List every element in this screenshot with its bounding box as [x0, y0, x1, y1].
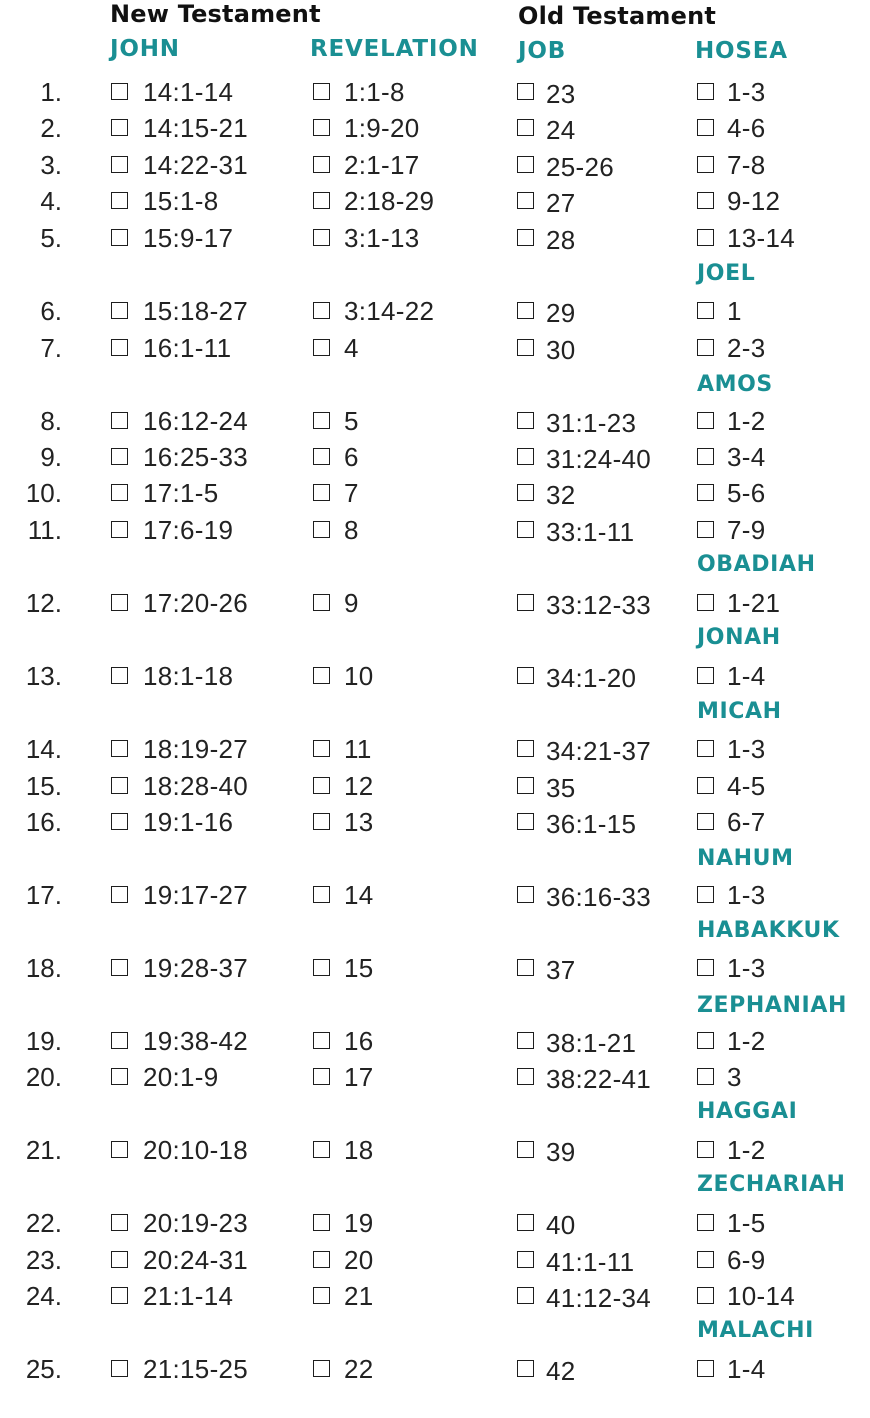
checkbox-ot[interactable]	[697, 448, 714, 465]
day-number: 10.	[25, 478, 62, 508]
reading-ot: 1-5	[727, 1208, 766, 1238]
checkbox-rev[interactable]	[313, 667, 330, 684]
day-number: 3.	[40, 150, 62, 180]
reading-ot: 1-2	[727, 1135, 766, 1165]
reading-rev: 3:14-22	[344, 296, 435, 326]
reading-rev: 11	[344, 734, 372, 764]
checkbox-john[interactable]	[111, 229, 128, 246]
day-number: 1.	[40, 77, 62, 107]
checkbox-rev[interactable]	[313, 1068, 330, 1085]
reading-ot: 1-2	[727, 406, 766, 436]
reading-job: 23	[546, 79, 576, 109]
reading-ot: 9-12	[727, 186, 781, 216]
reading-rev: 2:18-29	[344, 186, 435, 216]
day-number: 25.	[25, 1354, 62, 1384]
checkbox-john[interactable]	[111, 339, 128, 356]
reading-job: 41:1-11	[546, 1247, 635, 1277]
checkbox-job[interactable]	[517, 1287, 534, 1304]
reading-ot: 6-9	[727, 1245, 766, 1275]
reading-john: 16:1-11	[143, 333, 232, 363]
reading-john: 19:38-42	[143, 1026, 249, 1056]
day-number: 18.	[25, 953, 62, 983]
reading-rev: 13	[344, 807, 374, 837]
revelation-column-header: REVELATION	[310, 36, 479, 62]
checkbox-ot[interactable]	[697, 83, 714, 100]
checkbox-ot[interactable]	[697, 1214, 714, 1231]
reading-rev: 9	[344, 588, 359, 618]
reading-job: 31:1-23	[546, 408, 637, 438]
reading-ot: 3-4	[727, 442, 766, 472]
checkbox-john[interactable]	[111, 740, 128, 757]
checkbox-rev[interactable]	[313, 813, 330, 830]
reading-job: 25-26	[546, 152, 614, 182]
checkbox-ot[interactable]	[697, 740, 714, 757]
day-number: 17.	[25, 880, 62, 910]
reading-ot: 13-14	[727, 223, 795, 253]
checkbox-ot[interactable]	[697, 229, 714, 246]
reading-john: 19:17-27	[143, 880, 249, 910]
reading-john: 18:28-40	[143, 771, 249, 801]
reading-job: 38:22-41	[546, 1064, 652, 1094]
checkbox-job[interactable]	[517, 813, 534, 830]
reading-ot: 6-7	[727, 807, 766, 837]
reading-rev: 15	[344, 953, 374, 983]
book-heading: MICAH	[697, 699, 782, 724]
checkbox-ot[interactable]	[697, 1068, 714, 1085]
checkbox-job[interactable]	[517, 1068, 534, 1085]
reading-job: 37	[546, 955, 576, 985]
checkbox-rev[interactable]	[313, 339, 330, 356]
checkbox-ot[interactable]	[697, 959, 714, 976]
book-heading: JOEL	[697, 261, 756, 286]
checkbox-ot[interactable]	[697, 1032, 714, 1049]
reading-rev: 3:1-13	[344, 223, 420, 253]
reading-job: 31:24-40	[546, 444, 652, 474]
day-number: 20.	[25, 1062, 62, 1092]
reading-rev: 20	[344, 1245, 374, 1275]
day-number: 15.	[25, 771, 62, 801]
reading-rev: 16	[344, 1026, 374, 1056]
checkbox-rev[interactable]	[313, 412, 330, 429]
reading-job: 39	[546, 1137, 576, 1167]
reading-john: 21:15-25	[143, 1354, 249, 1384]
new-testament-title: New Testament	[110, 0, 321, 28]
checkbox-ot[interactable]	[697, 484, 714, 501]
day-number: 16.	[25, 807, 62, 837]
book-heading: NAHUM	[697, 846, 794, 871]
checkbox-rev[interactable]	[313, 1251, 330, 1268]
checkbox-john[interactable]	[111, 667, 128, 684]
checkbox-job[interactable]	[517, 594, 534, 611]
reading-ot: 4-6	[727, 113, 766, 143]
checkbox-job[interactable]	[517, 448, 534, 465]
reading-john: 15:18-27	[143, 296, 249, 326]
reading-rev: 12	[344, 771, 374, 801]
book-heading: JONAH	[697, 625, 781, 650]
checkbox-ot[interactable]	[697, 667, 714, 684]
reading-job: 36:16-33	[546, 882, 652, 912]
reading-job: 36:1-15	[546, 809, 637, 839]
day-number: 4.	[40, 186, 62, 216]
checkbox-job[interactable]	[517, 119, 534, 136]
checkbox-job[interactable]	[517, 1360, 534, 1377]
reading-job: 33:1-11	[546, 517, 635, 547]
checkbox-john[interactable]	[111, 813, 128, 830]
checkbox-ot[interactable]	[697, 777, 714, 794]
reading-john: 19:28-37	[143, 953, 249, 983]
checkbox-rev[interactable]	[313, 959, 330, 976]
checkbox-ot[interactable]	[697, 521, 714, 538]
checkbox-john[interactable]	[111, 156, 128, 173]
day-number: 11.	[27, 515, 62, 545]
checkbox-job[interactable]	[517, 1032, 534, 1049]
checkbox-rev[interactable]	[313, 156, 330, 173]
checkbox-john[interactable]	[111, 192, 128, 209]
checkbox-john[interactable]	[111, 777, 128, 794]
reading-job: 30	[546, 335, 576, 365]
day-number: 12.	[25, 588, 62, 618]
checkbox-job[interactable]	[517, 959, 534, 976]
checkbox-rev[interactable]	[313, 1287, 330, 1304]
reading-john: 20:19-23	[143, 1208, 249, 1238]
checkbox-rev[interactable]	[313, 119, 330, 136]
reading-rev: 8	[344, 515, 359, 545]
reading-job: 35	[546, 773, 576, 803]
checkbox-john[interactable]	[111, 521, 128, 538]
checkbox-job[interactable]	[517, 339, 534, 356]
checkbox-rev[interactable]	[313, 448, 330, 465]
checkbox-john[interactable]	[111, 886, 128, 903]
reading-ot: 1-3	[727, 953, 766, 983]
day-number: 23.	[25, 1245, 62, 1275]
reading-ot: 1-3	[727, 77, 766, 107]
checkbox-rev[interactable]	[313, 1214, 330, 1231]
reading-rev: 5	[344, 406, 359, 436]
reading-ot: 1-3	[727, 734, 766, 764]
reading-john: 18:1-18	[143, 661, 234, 691]
reading-ot: 1-21	[727, 588, 781, 618]
checkbox-rev[interactable]	[313, 521, 330, 538]
reading-job: 29	[546, 298, 576, 328]
reading-rev: 6	[344, 442, 359, 472]
checkbox-ot[interactable]	[697, 813, 714, 830]
checkbox-job[interactable]	[517, 886, 534, 903]
day-number: 13.	[25, 661, 62, 691]
reading-rev: 1:9-20	[344, 113, 420, 143]
reading-john: 17:20-26	[143, 588, 249, 618]
checkbox-ot[interactable]	[697, 594, 714, 611]
reading-rev: 2:1-17	[344, 150, 420, 180]
reading-job: 28	[546, 225, 576, 255]
job-column-header: JOB	[518, 38, 567, 64]
checkbox-john[interactable]	[111, 1214, 128, 1231]
checkbox-ot[interactable]	[697, 302, 714, 319]
reading-job: 32	[546, 480, 576, 510]
checkbox-ot[interactable]	[697, 119, 714, 136]
reading-john: 15:1-8	[143, 186, 219, 216]
book-heading: ZECHARIAH	[697, 1172, 846, 1197]
day-number: 9.	[40, 442, 62, 472]
checkbox-job[interactable]	[517, 1214, 534, 1231]
book-heading: MALACHI	[697, 1318, 814, 1343]
checkbox-rev[interactable]	[313, 740, 330, 757]
reading-john: 16:12-24	[143, 406, 249, 436]
hosea-column-header: HOSEA	[695, 38, 788, 64]
reading-ot: 1-3	[727, 880, 766, 910]
checkbox-ot[interactable]	[697, 886, 714, 903]
checkbox-ot[interactable]	[697, 1287, 714, 1304]
book-heading: OBADIAH	[697, 552, 816, 577]
checkbox-john[interactable]	[111, 448, 128, 465]
checkbox-job[interactable]	[517, 484, 534, 501]
checkbox-ot[interactable]	[697, 1360, 714, 1377]
checkbox-john[interactable]	[111, 119, 128, 136]
checkbox-rev[interactable]	[313, 484, 330, 501]
reading-job: 34:21-37	[546, 736, 652, 766]
checkbox-ot[interactable]	[697, 1251, 714, 1268]
checkbox-job[interactable]	[517, 1141, 534, 1158]
checkbox-rev[interactable]	[313, 83, 330, 100]
reading-ot: 5-6	[727, 478, 766, 508]
checkbox-ot[interactable]	[697, 156, 714, 173]
reading-ot: 1-2	[727, 1026, 766, 1056]
checkbox-job[interactable]	[517, 667, 534, 684]
reading-job: 24	[546, 115, 576, 145]
checkbox-job[interactable]	[517, 156, 534, 173]
checkbox-rev[interactable]	[313, 886, 330, 903]
checkbox-job[interactable]	[517, 302, 534, 319]
reading-ot: 1	[727, 296, 742, 326]
book-heading: AMOS	[697, 372, 773, 397]
reading-john: 17:6-19	[143, 515, 234, 545]
old-testament-title: Old Testament	[518, 2, 717, 30]
checkbox-ot[interactable]	[697, 412, 714, 429]
checkbox-job[interactable]	[517, 412, 534, 429]
day-number: 21.	[25, 1135, 62, 1165]
checkbox-john[interactable]	[111, 83, 128, 100]
reading-rev: 4	[344, 333, 359, 363]
checkbox-job[interactable]	[517, 1251, 534, 1268]
book-heading: HAGGAI	[697, 1099, 798, 1124]
day-number: 14.	[25, 734, 62, 764]
day-number: 7.	[40, 333, 62, 363]
reading-john: 15:9-17	[143, 223, 234, 253]
day-number: 6.	[40, 296, 62, 326]
checkbox-job[interactable]	[517, 83, 534, 100]
checkbox-john[interactable]	[111, 1287, 128, 1304]
checkbox-ot[interactable]	[697, 192, 714, 209]
checkbox-rev[interactable]	[313, 302, 330, 319]
reading-john: 14:1-14	[143, 77, 234, 107]
reading-ot: 7-9	[727, 515, 766, 545]
reading-ot: 1-4	[727, 1354, 766, 1384]
day-number: 2.	[40, 113, 62, 143]
checkbox-rev[interactable]	[313, 1360, 330, 1377]
checkbox-john[interactable]	[111, 484, 128, 501]
reading-job: 42	[546, 1356, 576, 1386]
reading-ot: 10-14	[727, 1281, 795, 1311]
reading-job: 40	[546, 1210, 576, 1240]
reading-john: 16:25-33	[143, 442, 249, 472]
checkbox-rev[interactable]	[313, 594, 330, 611]
reading-john: 19:1-16	[143, 807, 234, 837]
reading-john: 14:15-21	[143, 113, 249, 143]
reading-john: 17:1-5	[143, 478, 219, 508]
checkbox-job[interactable]	[517, 229, 534, 246]
day-number: 22.	[25, 1208, 62, 1238]
day-number: 8.	[40, 406, 62, 436]
reading-job: 33:12-33	[546, 590, 652, 620]
reading-john: 20:1-9	[143, 1062, 219, 1092]
checkbox-john[interactable]	[111, 1032, 128, 1049]
reading-job: 38:1-21	[546, 1028, 637, 1058]
reading-ot: 4-5	[727, 771, 766, 801]
book-heading: HABAKKUK	[697, 918, 840, 943]
day-number: 24.	[25, 1281, 62, 1311]
checkbox-job[interactable]	[517, 192, 534, 209]
reading-john: 20:24-31	[143, 1245, 249, 1275]
checkbox-john[interactable]	[111, 302, 128, 319]
reading-rev: 1:1-8	[344, 77, 405, 107]
checkbox-job[interactable]	[517, 777, 534, 794]
checkbox-john[interactable]	[111, 959, 128, 976]
reading-job: 41:12-34	[546, 1283, 652, 1313]
checkbox-job[interactable]	[517, 740, 534, 757]
john-column-header: JOHN	[110, 36, 180, 62]
checkbox-john[interactable]	[111, 412, 128, 429]
checkbox-rev[interactable]	[313, 777, 330, 794]
reading-ot: 7-8	[727, 150, 766, 180]
checkbox-john[interactable]	[111, 1360, 128, 1377]
reading-rev: 19	[344, 1208, 374, 1238]
reading-rev: 10	[344, 661, 374, 691]
reading-john: 20:10-18	[143, 1135, 249, 1165]
checkbox-john[interactable]	[111, 1141, 128, 1158]
checkbox-john[interactable]	[111, 1068, 128, 1085]
reading-rev: 17	[344, 1062, 374, 1092]
day-number: 19.	[25, 1026, 62, 1056]
reading-ot: 3	[727, 1062, 742, 1092]
reading-rev: 22	[344, 1354, 374, 1384]
reading-john: 14:22-31	[143, 150, 249, 180]
reading-rev: 14	[344, 880, 374, 910]
reading-job: 27	[546, 188, 576, 218]
reading-rev: 7	[344, 478, 359, 508]
checkbox-john[interactable]	[111, 594, 128, 611]
checkbox-ot[interactable]	[697, 339, 714, 356]
checkbox-rev[interactable]	[313, 229, 330, 246]
checkbox-ot[interactable]	[697, 1141, 714, 1158]
checkbox-job[interactable]	[517, 521, 534, 538]
reading-rev: 21	[344, 1281, 374, 1311]
reading-rev: 18	[344, 1135, 374, 1165]
day-number: 5.	[40, 223, 62, 253]
checkbox-rev[interactable]	[313, 1032, 330, 1049]
reading-ot: 2-3	[727, 333, 766, 363]
checkbox-john[interactable]	[111, 1251, 128, 1268]
reading-job: 34:1-20	[546, 663, 637, 693]
reading-john: 21:1-14	[143, 1281, 234, 1311]
reading-ot: 1-4	[727, 661, 766, 691]
reading-john: 18:19-27	[143, 734, 249, 764]
checkbox-rev[interactable]	[313, 192, 330, 209]
checkbox-rev[interactable]	[313, 1141, 330, 1158]
book-heading: ZEPHANIAH	[697, 993, 847, 1018]
